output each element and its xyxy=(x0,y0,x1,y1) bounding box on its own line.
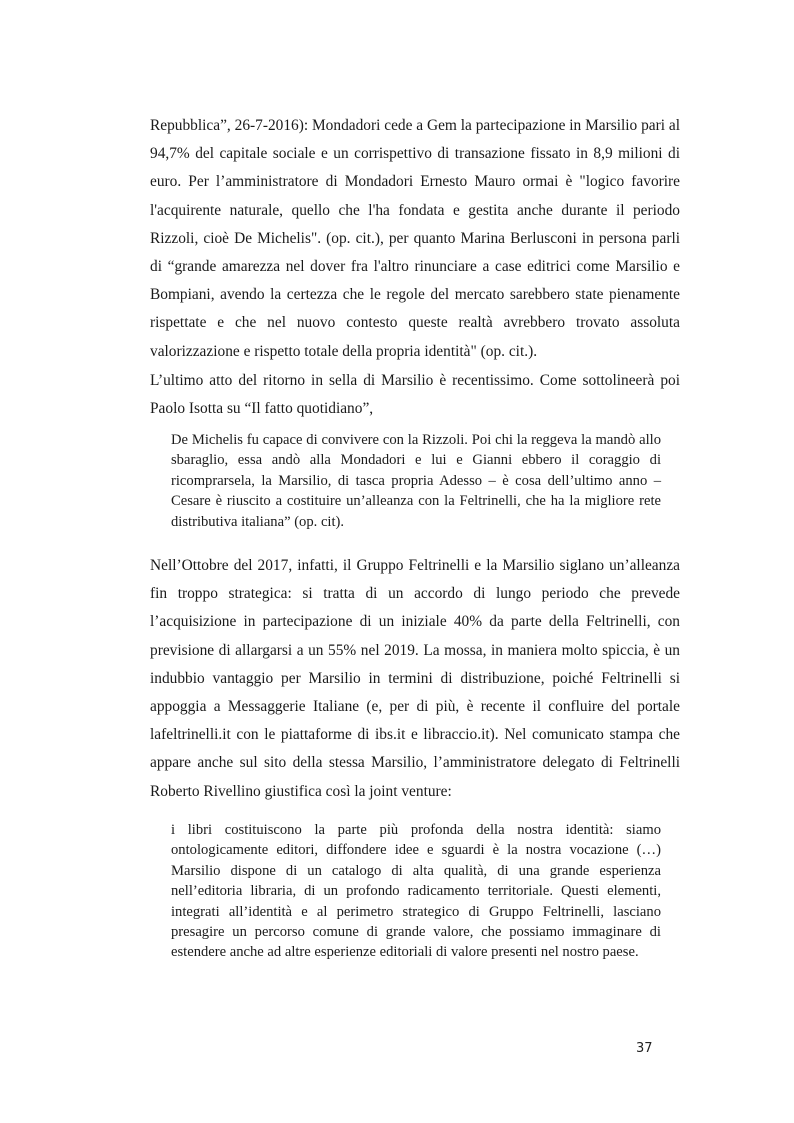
block-quote-1: De Michelis fu capace di convivere con la Rizzoli. Poi chi la reggeva la mandò allo sbaraglio, essa andò alla Mondadori e lui e Gianni ebbero il coraggio di ricomprarsela, la Marsilio, di tasca propria Adesso – è cosa dell’ultimo anno – Cesare è riuscito a costituire un’alleanza con la Feltrinelli, che ha la migliore rete distributiva italiana” (op. cit). xyxy=(171,432,661,530)
block-quote-2: i libri costituiscono la parte più profonda della nostra identità: siamo ontologicamente editori, diffondere idee e sguardi è la nostra vocazione (…) Marsilio dispone di un catalogo di alta qualità, di una grande esperienza nell’editoria libraria, di un profondo radicamento territoriale. Questi elementi, integrati all’identità e al perimetro strategico di Gruppo Feltrinelli, lasciano presagire un percorso comune di grande valore, che possiamo immaginare di estendere anche ad altre esperienze editoriali di valore presenti nel nostro paese. xyxy=(171,822,661,961)
page-number: 37 xyxy=(636,1041,653,1056)
body-paragraph-1: Repubblica”, 26-7-2016): Mondadori cede a Gem la partecipazione in Marsilio pari al 94,7% del capitale sociale e un corrispettivo di transazione fissato in 8,9 milioni di euro. Per l’amministratore di Mondadori Ernesto Mauro ormai è "logico favorire l'acquirente naturale, quello che l'ha fondata e gestita anche durante il periodo Rizzoli, cioè De Michelis". (op. cit.), per quanto Marina Berlusconi in persona parli di “grande amarezza nel dover fra l'altro rinunciare a case editrici come Marsilio e Bompiani, avendo la certezza che le regole del mercato sarebbero state pienamente rispettate e che nel nuovo contesto queste realtà avrebbero trovato assoluta valorizzazione e rispetto totale della propria identità" (op. cit.). xyxy=(150,117,680,360)
body-paragraph-2: L’ultimo atto del ritorno in sella di Marsilio è recentissimo. Come sottolineerà poi Paolo Isotta su “Il fatto quotidiano”, xyxy=(150,372,680,418)
body-paragraph-3: Nell’Ottobre del 2017, infatti, il Gruppo Feltrinelli e la Marsilio siglano un’alleanza fin troppo strategica: si tratta di un accordo di lungo periodo che prevede l’acquisizione in partecipazione di un iniziale 40% da parte della Feltrinelli, con previsione di allargarsi a un 55% nel 2019. La mossa, in maniera molto spiccia, è un indubbio vantaggio per Marsilio in termini di distribuzione, poiché Feltrinelli si appoggia a Messaggerie Italiane (e, per di più, è recente il confluire del portale lafeltrinelli.it con le piattaforme di ibs.it e libraccio.it). Nel comunicato stampa che appare anche sul sito della stessa Marsilio, l’amministratore delegato di Feltrinelli Roberto Rivellino giustifica così la joint venture: xyxy=(150,557,680,800)
